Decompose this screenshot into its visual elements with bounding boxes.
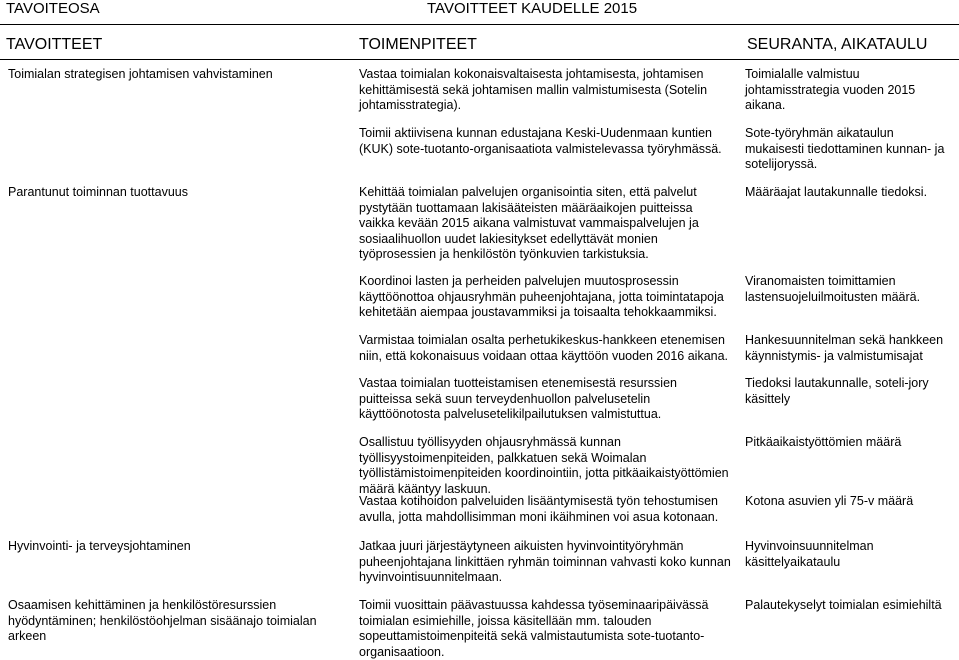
action-cell: Varmistaa toimialan osalta perhetukikeskus-hankkeen etenemisen niin, että kokonaisuus voidaan ottaa käyttöön vuoden 2016 aikana. [359, 333, 729, 363]
period-title: TAVOITTEET KAUDELLE 2015 [427, 0, 638, 17]
section-label: TAVOITEOSA [6, 0, 100, 17]
monitoring-cell: Hankesuunnitelman sekä hankkeen käynnistymis- ja valmistumisajat [745, 333, 944, 363]
monitoring-cell: Viranomaisten toimittamien lastensuojeluilmoitusten määrä. [745, 274, 921, 304]
action-cell: Jatkaa juuri järjestäytyneen aikuisten hyvinvointityöryhmän puheenjohtajana linkittäen ryhmän toiminnan vahvasti koko kunnan hyvinvointisuunnitelmaan. [359, 539, 731, 584]
goal-cell: Osaamisen kehittäminen ja henkilöstöresurssien hyödyntäminen; henkilöstöohjelman sisäänajo toimialan arkeen [8, 598, 317, 643]
action-cell: Kehittää toimialan palvelujen organisointia siten, että palvelut pystytään tuottamaan lakisääteisten määräaikojen puitteissa vaikka kevään 2015 aikana valmistuvat vammaispalvelujen ja sosiaalihuollon uudet lakiesitykset edellyttävät monien työprosessien ja henkilöstön työnkuvien tarkistuksia. [359, 185, 699, 261]
column-header-actions: TOIMENPITEET [359, 36, 477, 53]
monitoring-cell: Sote-työryhmän aikataulun mukaisesti tiedottaminen kunnan- ja sotelijoryssä. [745, 126, 945, 171]
monitoring-cell: Hyvinvoinsuunnitelman käsittelyaikataulu [745, 539, 874, 569]
header-top-rule [0, 24, 959, 25]
column-header-monitoring: SEURANTA, AIKATAULU [747, 36, 928, 53]
monitoring-cell: Määräajat lautakunnalle tiedoksi. [745, 185, 928, 199]
goal-cell: Toimialan strategisen johtamisen vahvistaminen [8, 67, 273, 81]
action-cell: Vastaa toimialan kokonaisvaltaisesta johtamisesta, johtamisen kehittämisestä sekä johtamisen mallin valmistumisesta (Sotelin johtamisstrategia). [359, 67, 708, 112]
action-cell: Vastaa kotihoidon palveluiden lisääntymisestä työn tehostumisen avulla, jotta mahdollisimman moni ikäihminen voi asua kotonaan. [359, 494, 719, 524]
goal-cell: Hyvinvointi- ja terveysjohtaminen [8, 539, 191, 553]
monitoring-cell: Palautekyselyt toimialan esimiehiltä [745, 598, 942, 612]
action-cell: Toimii vuosittain päävastuussa kahdessa työseminaaripäivässä toimialan esimiehille, joissa käsitellään mm. talouden sopeuttamistoimenpiteitä sekä valmistautumista sote-tuotanto-organisaatioon. [359, 598, 709, 659]
monitoring-cell: Tiedoksi lautakunnalle, soteli-jory käsittely [745, 376, 929, 406]
goal-cell: Parantunut toiminnan tuottavuus [8, 185, 188, 199]
monitoring-cell: Kotona asuvien yli 75-v määrä [745, 494, 914, 508]
action-cell: Toimii aktiivisena kunnan edustajana Keski-Uudenmaan kuntien (KUK) sote-tuotanto-organisaatiota valmistelevassa työryhmässä. [359, 126, 722, 156]
header-bottom-rule [0, 59, 959, 60]
action-cell: Osallistuu työllisyyden ohjausryhmässä kunnan työllisyystoimenpiteiden, palkkatuen sekä Woimalan työllistämistoimenpiteiden koordinointiin, jotta pitkäaikaistyöttömien määrä kääntyy laskuun. [359, 435, 729, 496]
monitoring-cell: Toimialalle valmistuu johtamisstrategia vuoden 2015 aikana. [745, 67, 916, 112]
action-cell: Vastaa toimialan tuotteistamisen etenemisestä resurssien puitteissa sekä suun terveydenhuollon palvelusetelin käyttöönotosta palvelusetelikilpailutuksen valmistuttua. [359, 376, 677, 421]
monitoring-cell: Pitkäaikaistyöttömien määrä [745, 435, 902, 449]
column-header-goals: TAVOITTEET [6, 36, 103, 53]
action-cell: Koordinoi lasten ja perheiden palvelujen muutosprosessin käyttöönottoa ohjausryhmän puheenjohtajana, jotta toimintatapoja kehitetään aiempaa joustavammiksi ja toisaalta tehokkaammiksi. [359, 274, 724, 319]
